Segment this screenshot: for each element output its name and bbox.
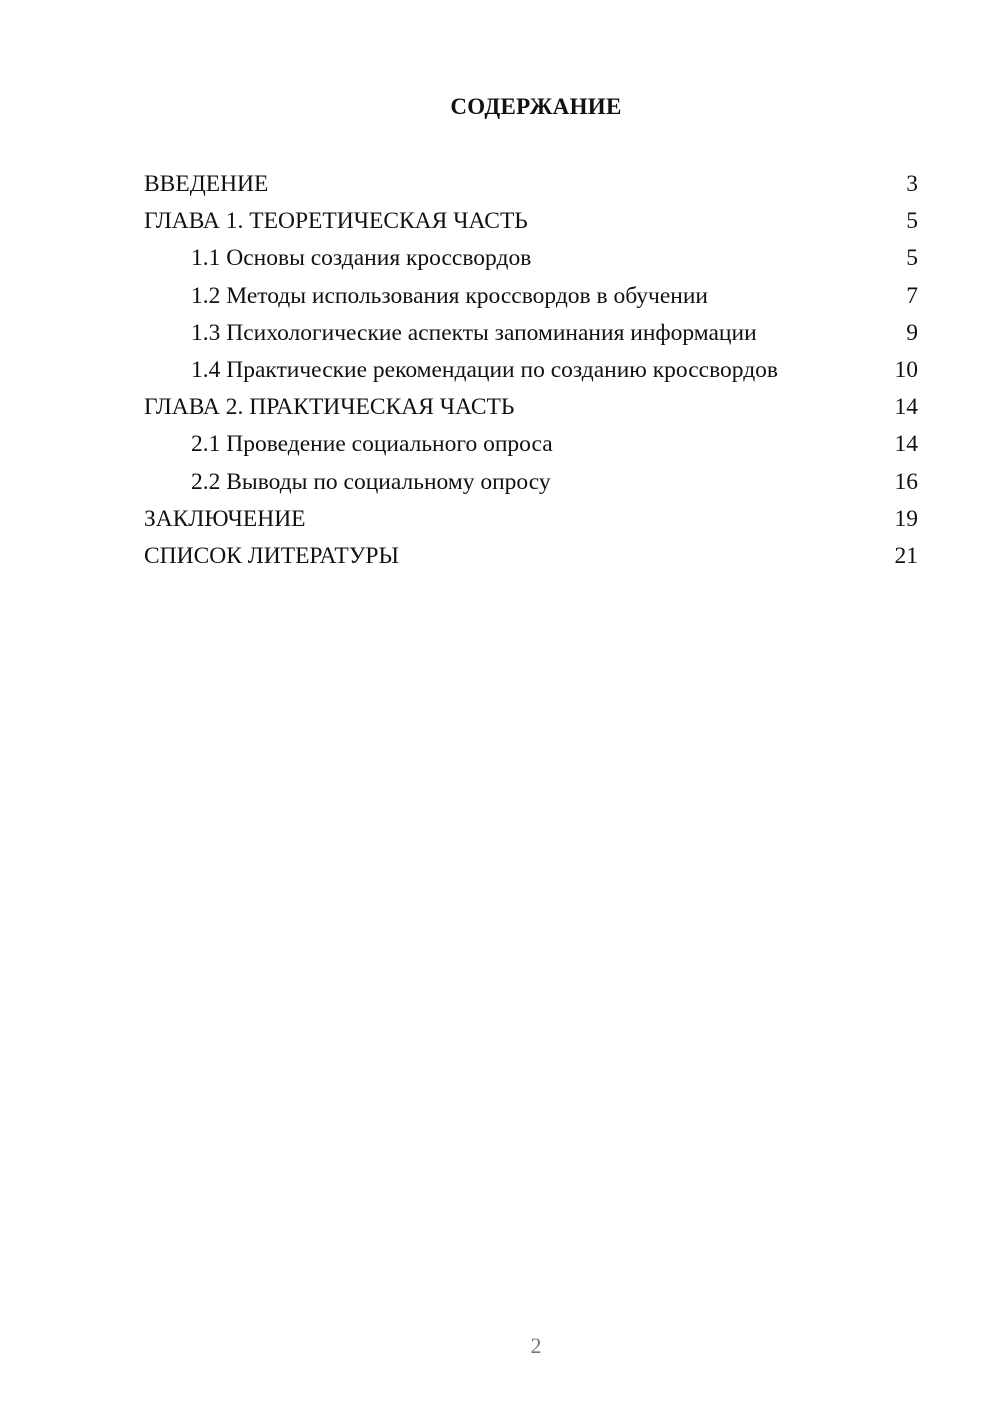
toc-entry-page: 10 [894, 356, 918, 383]
toc-entry-label: ЗАКЛЮЧЕНИЕ [144, 505, 306, 532]
toc-entry-section-1-4 [144, 352, 918, 389]
toc-entry-page: 5 [906, 245, 918, 272]
toc-entry-page: 21 [894, 542, 918, 569]
toc-entry-page: 7 [906, 282, 918, 309]
toc-entry-label: 2.1 Проведение социального опроса [191, 431, 553, 458]
page-title: СОДЕРЖАНИЕ [450, 94, 622, 119]
toc-entry-label: 1.4 Практические рекомендации по созданию кроссвордов [191, 356, 778, 383]
toc-entry-introduction [144, 166, 918, 203]
toc-entry-section-2-2 [144, 464, 918, 501]
toc-entry-label: 2.2 Выводы по социальному опросу [191, 468, 551, 495]
toc-entry-section-1-2 [144, 278, 918, 315]
toc-entry-label: ВВЕДЕНИЕ [144, 171, 269, 197]
toc-entry-chapter-1 [144, 203, 918, 240]
table-of-contents [144, 166, 918, 575]
toc-entry-label: ГЛАВА 2. ПРАКТИЧЕСКАЯ ЧАСТЬ [144, 394, 515, 421]
toc-entry-section-1-3 [144, 315, 918, 352]
page-number: 2 [530, 1333, 542, 1358]
toc-entry-page: 14 [894, 394, 918, 421]
toc-entry-page: 3 [906, 171, 918, 197]
toc-entry-page: 16 [894, 468, 918, 495]
toc-entry-label: ГЛАВА 1. ТЕОРЕТИЧЕСКАЯ ЧАСТЬ [144, 208, 528, 235]
toc-entry-label: СПИСОК ЛИТЕРАТУРЫ [144, 542, 399, 569]
toc-entry-label: 1.3 Психологические аспекты запоминания информации [191, 319, 757, 346]
toc-entry-page: 14 [894, 431, 918, 458]
toc-entry-conclusion [144, 501, 918, 538]
toc-entry-references [144, 538, 918, 575]
toc-entry-section-1-1 [144, 240, 918, 277]
toc-entry-page: 5 [906, 208, 918, 235]
toc-entry-label: 1.2 Методы использования кроссвордов в обучении [191, 282, 709, 309]
toc-entry-chapter-2 [144, 389, 918, 426]
toc-entry-section-2-1 [144, 426, 918, 463]
toc-entry-page: 9 [906, 319, 918, 346]
toc-entry-page: 19 [894, 505, 918, 532]
toc-entry-label: 1.1 Основы создания кроссвордов [191, 245, 532, 272]
